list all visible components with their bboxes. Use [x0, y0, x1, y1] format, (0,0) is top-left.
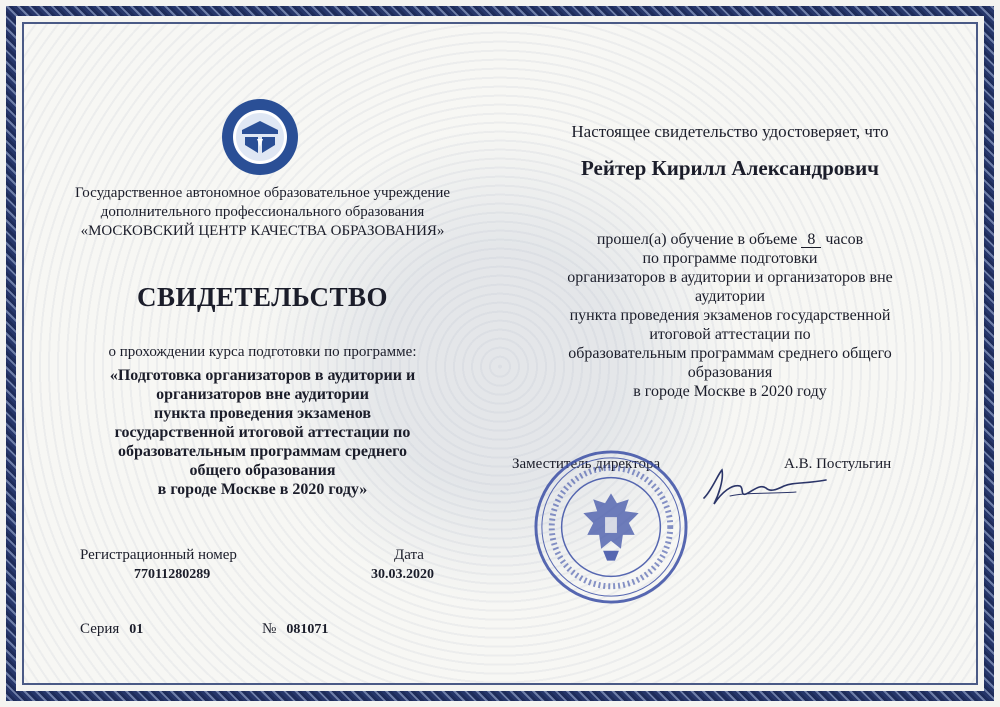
- certifies-statement: Настоящее свидетельство удостоверяет, что: [571, 122, 889, 141]
- program-line-4: государственной итоговой аттестации по: [114, 424, 411, 441]
- organization-line-1: Государственное автономное образовательное учреждение: [74, 185, 451, 201]
- trained-prefix: прошел(а) обучение в объеме: [596, 231, 798, 248]
- organization-line-2: дополнительного профессионального образования: [100, 204, 425, 220]
- training-line-2: организаторов в аудитории и организаторов вне: [567, 269, 893, 286]
- series-value: 01: [129, 622, 144, 637]
- program-title: [40, 366, 485, 499]
- course-intro: о прохождении курса подготовки по программе:: [108, 344, 417, 360]
- training-line-8: в городе Москве в 2020 году: [633, 383, 827, 400]
- program-line-7: в городе Москве в 2020 году»: [157, 481, 368, 498]
- training-line-6: образовательным программам среднего общего: [568, 345, 892, 362]
- training-hours-line: [500, 230, 960, 249]
- series: [80, 621, 143, 638]
- organization-logo-icon: [220, 97, 300, 177]
- program-line-6: общего образования: [189, 462, 336, 479]
- signatory-name: А.В. Постульгин: [784, 456, 892, 472]
- organization-line-3: «МОСКОВСКИЙ ЦЕНТР КАЧЕСТВА ОБРАЗОВАНИЯ»: [80, 223, 445, 239]
- document-title: СВИДЕТЕЛЬСТВО: [136, 282, 389, 312]
- program-line-5: образовательным программам среднего: [117, 443, 408, 460]
- training-line-5: итоговой аттестации по: [649, 326, 811, 343]
- program-line-1: «Подготовка организаторов в аудитории и: [109, 367, 416, 384]
- training-details: [500, 230, 960, 401]
- training-line-1: по программе подготовки: [642, 250, 818, 267]
- registration-number-value: 77011280289: [134, 567, 211, 582]
- training-line-7: образования: [687, 364, 773, 381]
- signatory-title: Заместитель директора: [512, 456, 661, 472]
- official-stamp-icon: [532, 448, 690, 606]
- program-line-2: организаторов вне аудитории: [156, 386, 369, 403]
- date-value: 30.03.2020: [371, 567, 434, 582]
- recipient-name: Рейтер Кирилл Александрович: [580, 156, 880, 180]
- organization-name: [40, 184, 485, 241]
- series-label: Серия: [80, 621, 120, 637]
- training-line-4: пункта проведения экзаменов государственной: [569, 307, 891, 324]
- program-line-3: пункта проведения экзаменов: [153, 405, 372, 422]
- hours-value: 8: [801, 232, 821, 248]
- training-line-3: аудитории: [695, 288, 765, 305]
- registration-number-label: Регистрационный номер: [80, 547, 237, 563]
- number-value: 081071: [286, 622, 329, 637]
- number-label: №: [262, 621, 277, 637]
- hours-unit: часов: [825, 231, 864, 248]
- signature-icon: [700, 462, 830, 510]
- date-label: Дата: [394, 547, 424, 563]
- certificate-number: [262, 621, 328, 638]
